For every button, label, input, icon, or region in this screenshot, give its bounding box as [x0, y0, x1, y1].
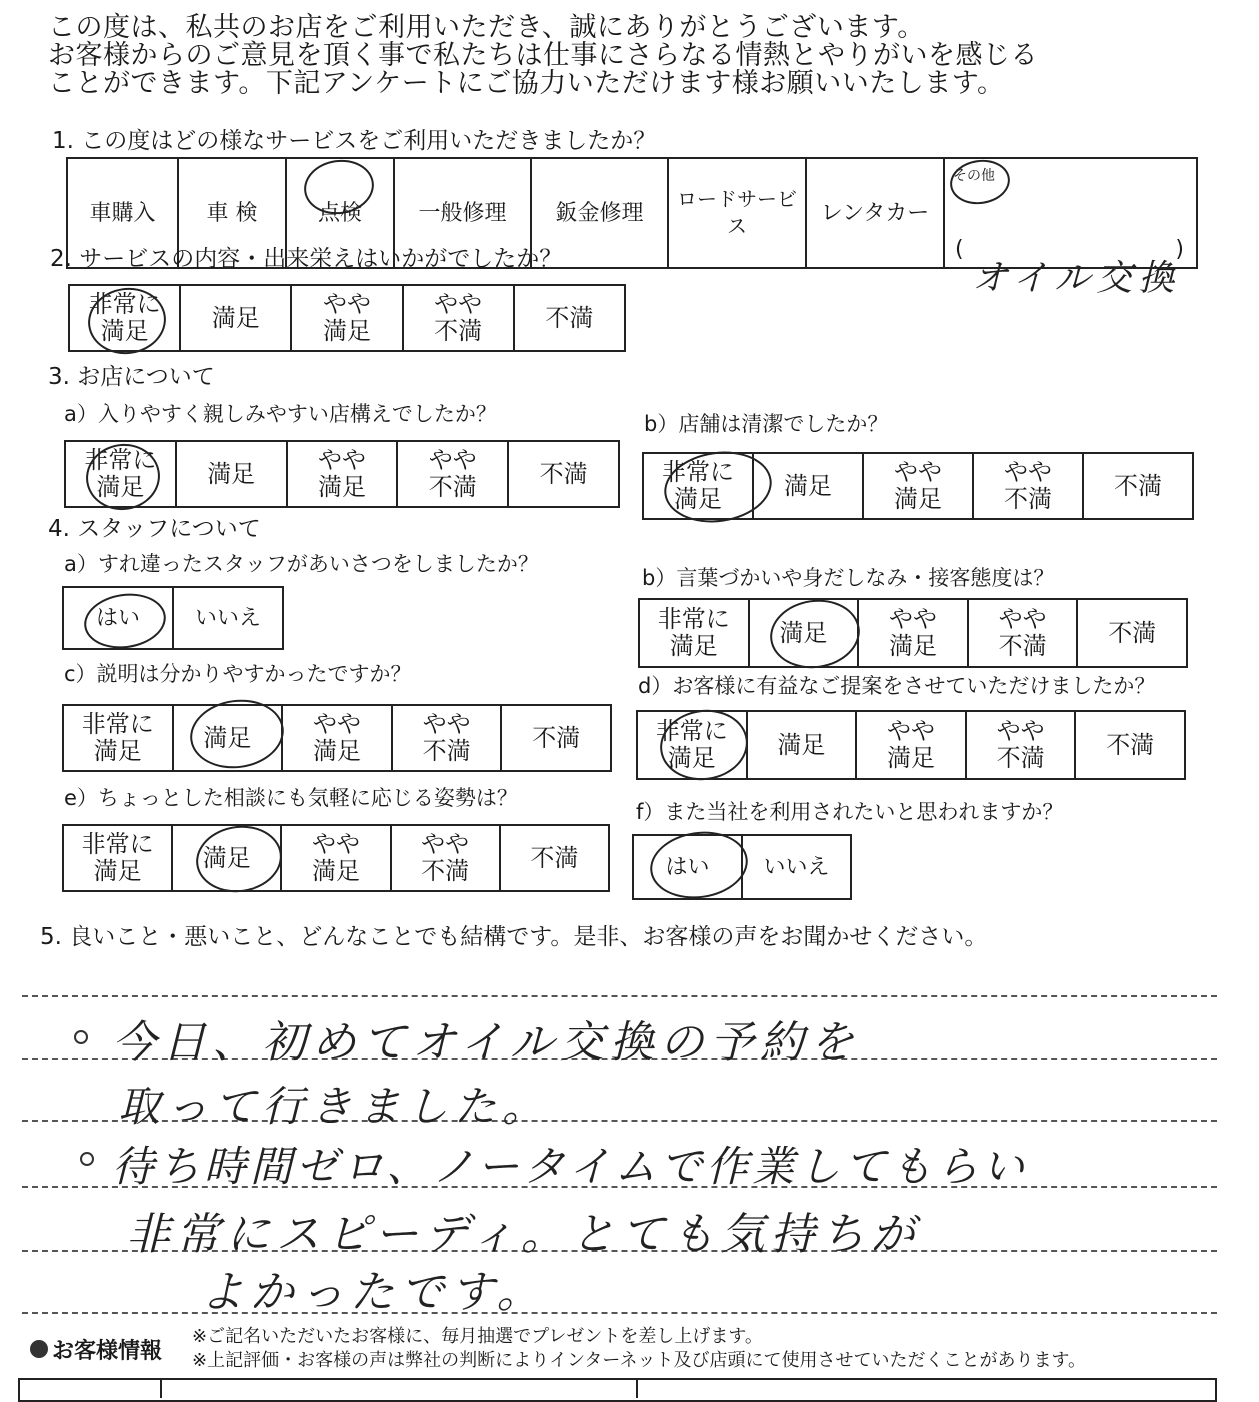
q4a-question: a）すれ違ったスタッフがあいさつをしましたか？: [64, 552, 539, 576]
rating-very-satisfied[interactable]: 非常に 満足: [69, 285, 180, 351]
q1-option-general-repair[interactable]: 一般修理: [394, 158, 531, 268]
rating-satisfied[interactable]: 満足: [753, 453, 863, 519]
rating-dissatisfied[interactable]: 不満: [501, 705, 611, 771]
rating-somewhat-dissatisfied[interactable]: やや 不満: [968, 599, 1078, 667]
footer-note: ※ご記名いただいたお客様に、毎月抽選でプレゼントを差し上げます。: [192, 1326, 763, 1347]
q4e-options: [62, 824, 610, 892]
answer-no[interactable]: いいえ: [173, 587, 283, 649]
intro-line: お客様からのご意見を頂く事で私たちは仕事にさらなる情熱とやりがいを感じる: [48, 40, 1038, 71]
rating-somewhat-satisfied[interactable]: やや 満足: [863, 453, 973, 519]
rating-satisfied[interactable]: 満足: [173, 705, 283, 771]
info-bullet-icon: [30, 1340, 48, 1358]
rating-satisfied[interactable]: 満足: [180, 285, 291, 351]
q1-option-shaken[interactable]: 車 検: [178, 158, 286, 268]
handwritten-other-answer: オイル交換: [972, 258, 1181, 299]
answer-yes[interactable]: はい: [63, 587, 173, 649]
paren-close: ): [1175, 237, 1184, 262]
q2-question: 2. サービスの内容・出来栄えはいかがでしたか？: [50, 246, 563, 272]
comment-line: よかったです。: [200, 1267, 547, 1318]
ruled-line: [22, 995, 1217, 997]
q4f-options: [632, 834, 852, 900]
q4f-question: f）また当社を利用されたいと思われますか？: [636, 800, 1064, 824]
q3-question: 3. お店について: [48, 364, 215, 390]
rating-satisfied[interactable]: 満足: [749, 599, 859, 667]
intro-line: ことができます。下記アンケートにご協力いただけます様お願いいたします。: [48, 68, 1005, 99]
q4e-question: e）ちょっとした相談にも気軽に応じる姿勢は？: [64, 786, 518, 810]
intro-text: [48, 14, 1238, 98]
answer-yes[interactable]: はい: [633, 835, 742, 899]
q1-question: 1. この度はどの様なサービスをご利用いただきましたか？: [52, 128, 657, 154]
rating-dissatisfied[interactable]: 不満: [514, 285, 625, 351]
rating-dissatisfied[interactable]: 不満: [1075, 711, 1185, 779]
q1-option-sheet-metal[interactable]: 鈑金修理: [531, 158, 668, 268]
rating-very-satisfied[interactable]: 非常に 満足: [65, 441, 176, 507]
rating-somewhat-satisfied[interactable]: やや 満足: [282, 705, 392, 771]
rating-very-satisfied[interactable]: 非常に 満足: [63, 705, 173, 771]
rating-dissatisfied[interactable]: 不満: [508, 441, 619, 507]
rating-somewhat-satisfied[interactable]: やや 満足: [856, 711, 966, 779]
rating-very-satisfied[interactable]: 非常に 満足: [639, 599, 749, 667]
q1-option-inspection[interactable]: 点検: [286, 158, 394, 268]
rating-somewhat-satisfied[interactable]: やや 満足: [287, 441, 398, 507]
rating-somewhat-dissatisfied[interactable]: やや 不満: [391, 825, 500, 891]
q4c-options: [62, 704, 612, 772]
rating-somewhat-dissatisfied[interactable]: やや 不満: [973, 453, 1083, 519]
table-divider: [636, 1378, 638, 1398]
comment-line: 取って行きました。: [118, 1082, 551, 1131]
bullet-dot: [74, 1030, 88, 1044]
q1-option-road-service[interactable]: ロードサービス: [668, 158, 806, 268]
footer-note: ※上記評価・お客様の声は弊社の判断によりインターネット及び店頭にて使用させていただくことがあります。: [192, 1350, 1087, 1371]
rating-satisfied[interactable]: 満足: [176, 441, 287, 507]
q1-option-rental[interactable]: レンタカー: [806, 158, 944, 268]
q3a-options: [64, 440, 620, 508]
rating-dissatisfied[interactable]: 不満: [1077, 599, 1187, 667]
rating-very-satisfied[interactable]: 非常に 満足: [637, 711, 747, 779]
rating-satisfied[interactable]: 満足: [747, 711, 857, 779]
rating-very-satisfied[interactable]: 非常に 満足: [63, 825, 172, 891]
rating-somewhat-dissatisfied[interactable]: やや 不満: [403, 285, 514, 351]
paren-open: (: [955, 237, 964, 262]
rating-somewhat-satisfied[interactable]: やや 満足: [858, 599, 968, 667]
table-divider: [160, 1378, 162, 1398]
q1-option-purchase[interactable]: 車購入: [67, 158, 178, 268]
q2-options: [68, 284, 626, 352]
rating-somewhat-satisfied[interactable]: やや 満足: [281, 825, 390, 891]
q4a-options: [62, 586, 284, 650]
q3b-question: b）店舗は清潔でしたか？: [644, 412, 889, 436]
comment-line: 非常にスピーディ。とても気持ちが: [126, 1209, 921, 1260]
customer-info-title: お客様情報: [52, 1339, 163, 1364]
q4d-question: d）お客様に有益なご提案をさせていただけましたか？: [638, 674, 1156, 698]
q4d-options: [636, 710, 1186, 780]
rating-somewhat-dissatisfied[interactable]: やや 不満: [397, 441, 508, 507]
customer-info-table: [18, 1378, 1217, 1402]
q4-question: 4. スタッフについて: [48, 516, 261, 542]
comment-line: 待ち時間ゼロ、ノータイムで作業してもらい: [112, 1142, 1029, 1191]
bullet-dot: [80, 1152, 94, 1166]
rating-dissatisfied[interactable]: 不満: [500, 825, 609, 891]
rating-somewhat-dissatisfied[interactable]: やや 不満: [966, 711, 1076, 779]
rating-dissatisfied[interactable]: 不満: [1083, 453, 1193, 519]
q5-question: 5. 良いこと・悪いこと、どんなことでも結構です。是非、お客様の声をお聞かせください。: [40, 924, 988, 950]
q4b-question: b）言葉づかいや身だしなみ・接客態度は？: [642, 566, 1055, 590]
q3a-question: a）入りやすく親しみやすい店構えでしたか？: [64, 402, 497, 426]
answer-no[interactable]: いいえ: [742, 835, 851, 899]
rating-very-satisfied[interactable]: 非常に 満足: [643, 453, 753, 519]
intro-line: この度は、私共のお店をご利用いただき、誠にありがとうございます。: [48, 12, 925, 43]
q4b-options: [638, 598, 1188, 668]
rating-satisfied[interactable]: 満足: [172, 825, 281, 891]
rating-somewhat-satisfied[interactable]: やや 満足: [291, 285, 402, 351]
rating-somewhat-dissatisfied[interactable]: やや 不満: [392, 705, 502, 771]
q4c-question: c）説明は分かりやすかったですか？: [64, 662, 412, 686]
other-label: その他: [953, 168, 995, 184]
comment-line: 今日、初めてオイル交換の予約を: [112, 1017, 860, 1068]
q3b-options: [642, 452, 1194, 520]
